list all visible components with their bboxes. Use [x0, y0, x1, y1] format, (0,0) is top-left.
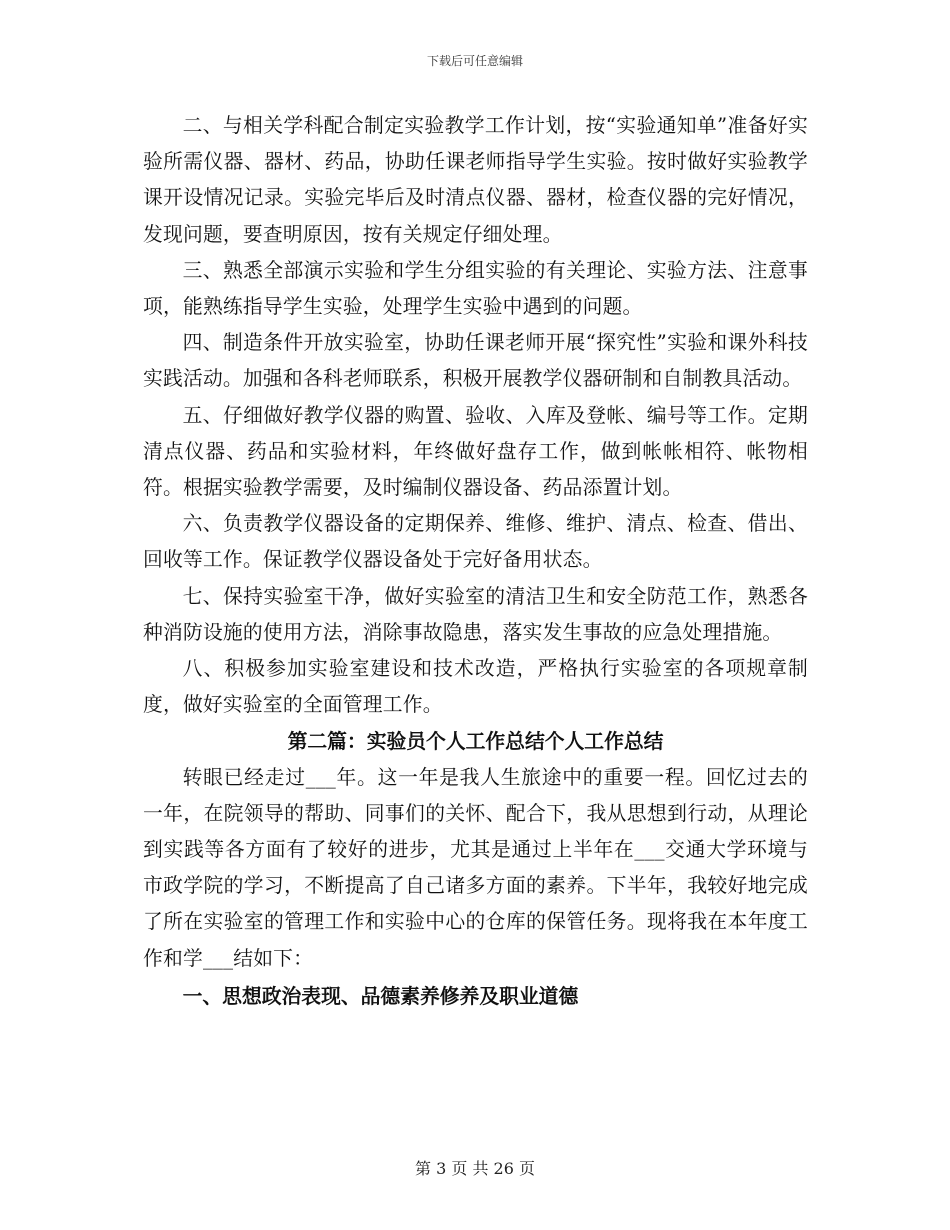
- document-body: [143, 108, 808, 1015]
- paragraph-item-8: 八、积极参加实验室建设和技术改造，严格执行实验室的各项规章制度，做好实验室的全面管理工作。: [143, 657, 808, 717]
- paragraph-item-7: 七、保持实验室干净，做好实验室的清洁卫生和安全防范工作，熟悉各种消防设施的使用方法，消除事故隐患，落实发生事故的应急处理措施。: [143, 584, 808, 644]
- paragraph-item-4: 四、制造条件开放实验室，协助任课老师开展“探究性”实验和课外科技实践活动。加强和各科老师联系，积极开展教学仪器研制和自制教具活动。: [143, 331, 808, 391]
- paragraph-item-2: 二、与相关学科配合制定实验教学工作计划，按“实验通知单”准备好实验所需仪器、器材、药品，协助任课老师指导学生实验。按时做好实验教学课开设情况记录。实验完毕后及时清点仪器、器材，检查仪器的完好情况，发现问题，要查明原因，按有关规定仔细处理。: [143, 114, 808, 246]
- page-footer: 第 3 页 共 26 页: [415, 1159, 535, 1178]
- paragraph-item-3: 三、熟悉全部演示实验和学生分组实验的有关理论、实验方法、注意事项，能熟练指导学生实验，处理学生实验中遇到的问题。: [143, 258, 808, 319]
- page-header: 下载后可任意编辑: [426, 54, 523, 68]
- paragraph-item-6: 六、负责教学仪器设备的定期保养、维修、维护、清点、检查、借出、回收等工作。保证教学仪器设备处于完好备用状态。: [143, 512, 808, 572]
- paragraph-item-5: 五、仔细做好教学仪器的购置、验收、入库及登帐、编号等工作。定期清点仪器、药品和实验材料，年终做好盘存工作，做到帐帐相符、帐物相符。根据实验教学需要，及时编制仪器设备、药品添置计划。: [143, 403, 808, 500]
- section-title: 第二篇：实验员个人工作总结个人工作总结: [287, 729, 664, 754]
- section-subheading: 一、思想政治表现、品德素养修养及职业道德: [182, 983, 579, 1008]
- section-intro-paragraph: 转眼已经走过___年。这一年是我人生旅途中的重要一程。回忆过去的一年，在院领导的帮助、同事们的关怀、配合下，我从思想到行动，从理论到实践等各方面有了较好的进步，尤其是通过上半年在___交通大学环境与市政学院的学习，不断提高了自己诸多方面的素养。下半年，我较好地完成了所在实验室的管理工作和实验中心的仓库的保管任务。现将我在本年度工作和学___结如下：: [143, 765, 808, 970]
